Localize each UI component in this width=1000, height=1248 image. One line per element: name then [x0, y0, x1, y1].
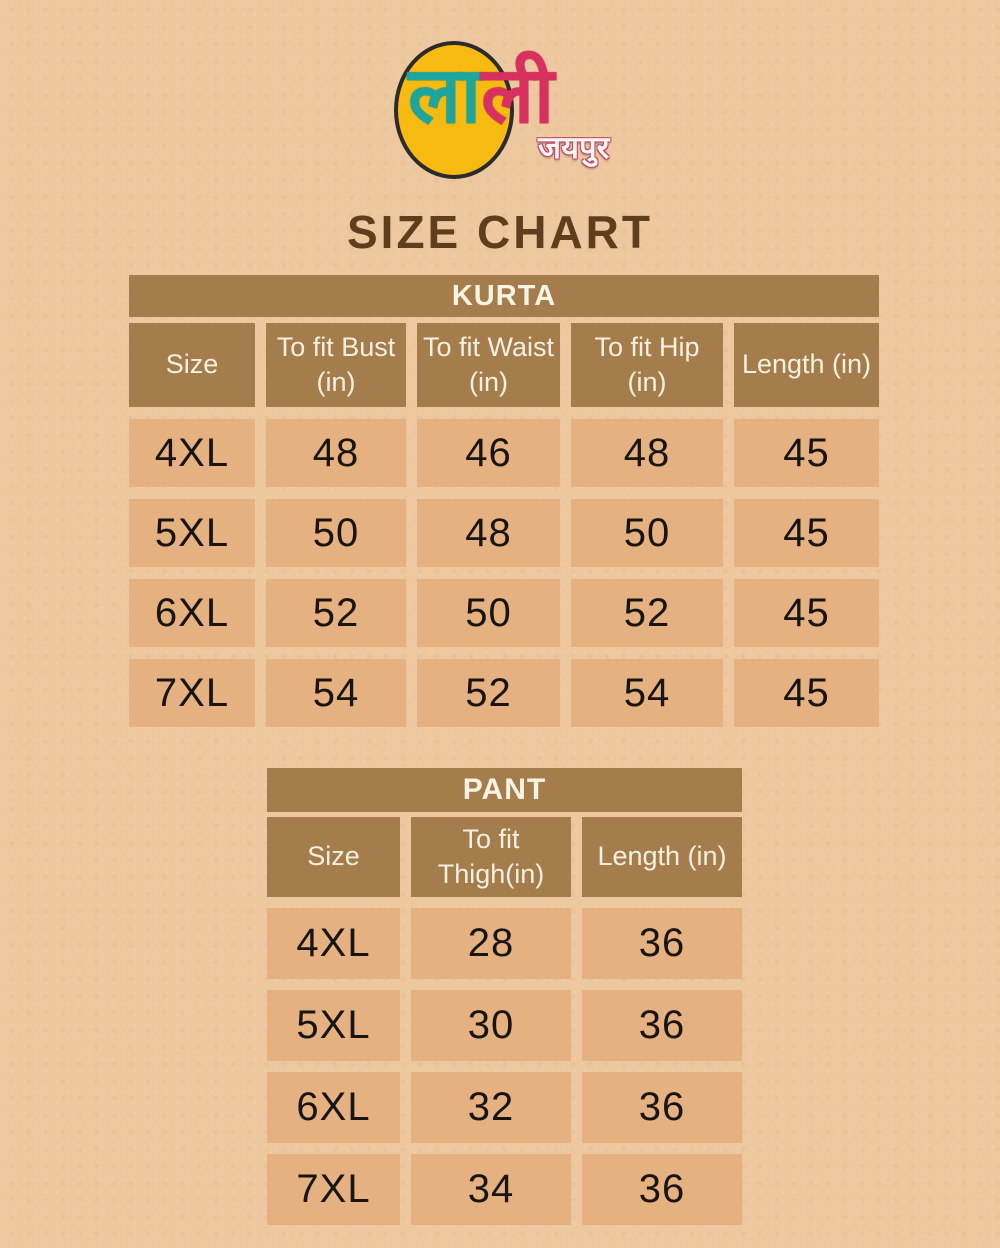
brand-logo: [0, 0, 1000, 200]
pant-table: [267, 768, 742, 1225]
page-title: SIZE CHART: [347, 206, 653, 258]
cell-size: 4XL: [267, 908, 400, 979]
kurta-row-5xl: [129, 499, 879, 567]
cell-thigh: 32: [411, 1072, 571, 1143]
cell-waist: 50: [417, 579, 560, 647]
cell-bust: 54: [266, 659, 406, 727]
cell-size: 4XL: [129, 419, 255, 487]
cell-size: 6XL: [129, 579, 255, 647]
cell-waist: 46: [417, 419, 560, 487]
cell-length: 45: [734, 659, 879, 727]
cell-size: 5XL: [129, 499, 255, 567]
cell-hip: 50: [571, 499, 723, 567]
brand-name-part1: ला: [408, 51, 482, 141]
cell-hip: 52: [571, 579, 723, 647]
cell-length: 36: [582, 990, 742, 1061]
pant-row-6xl: [267, 1072, 742, 1143]
cell-size: 6XL: [267, 1072, 400, 1143]
cell-length: 45: [734, 499, 879, 567]
cell-hip: 48: [571, 419, 723, 487]
kurta-col-hip: To fit Hip (in): [571, 323, 723, 407]
cell-length: 36: [582, 1072, 742, 1143]
cell-size: 7XL: [129, 659, 255, 727]
cell-length: 45: [734, 419, 879, 487]
cell-bust: 48: [266, 419, 406, 487]
brand-name-part2: ली: [481, 51, 555, 141]
kurta-table-title: KURTA: [129, 275, 879, 317]
cell-length: 36: [582, 908, 742, 979]
cell-waist: 48: [417, 499, 560, 567]
kurta-row-4xl: [129, 419, 879, 487]
pant-table-title: PANT: [267, 768, 742, 812]
cell-length: 36: [582, 1154, 742, 1225]
brand-subtitle: जयपुर: [538, 130, 610, 166]
kurta-col-length: Length (in): [734, 323, 879, 407]
pant-col-length: Length (in): [582, 817, 742, 897]
pant-row-5xl: [267, 990, 742, 1061]
cell-thigh: 30: [411, 990, 571, 1061]
kurta-row-6xl: [129, 579, 879, 647]
cell-size: 5XL: [267, 990, 400, 1061]
cell-bust: 52: [266, 579, 406, 647]
pant-col-thigh: To fit Thigh(in): [411, 817, 571, 897]
pant-row-7xl: [267, 1154, 742, 1225]
pant-col-size: Size: [267, 817, 400, 897]
kurta-table: [129, 275, 879, 727]
kurta-row-7xl: [129, 659, 879, 727]
cell-size: 7XL: [267, 1154, 400, 1225]
pant-header-row: [267, 817, 742, 897]
pant-row-4xl: [267, 908, 742, 979]
kurta-col-bust: To fit Bust (in): [266, 323, 406, 407]
cell-thigh: 28: [411, 908, 571, 979]
kurta-header-row: [129, 323, 879, 407]
kurta-col-waist: To fit Waist (in): [417, 323, 560, 407]
cell-length: 45: [734, 579, 879, 647]
cell-hip: 54: [571, 659, 723, 727]
cell-bust: 50: [266, 499, 406, 567]
cell-waist: 52: [417, 659, 560, 727]
kurta-col-size: Size: [129, 323, 255, 407]
cell-thigh: 34: [411, 1154, 571, 1225]
